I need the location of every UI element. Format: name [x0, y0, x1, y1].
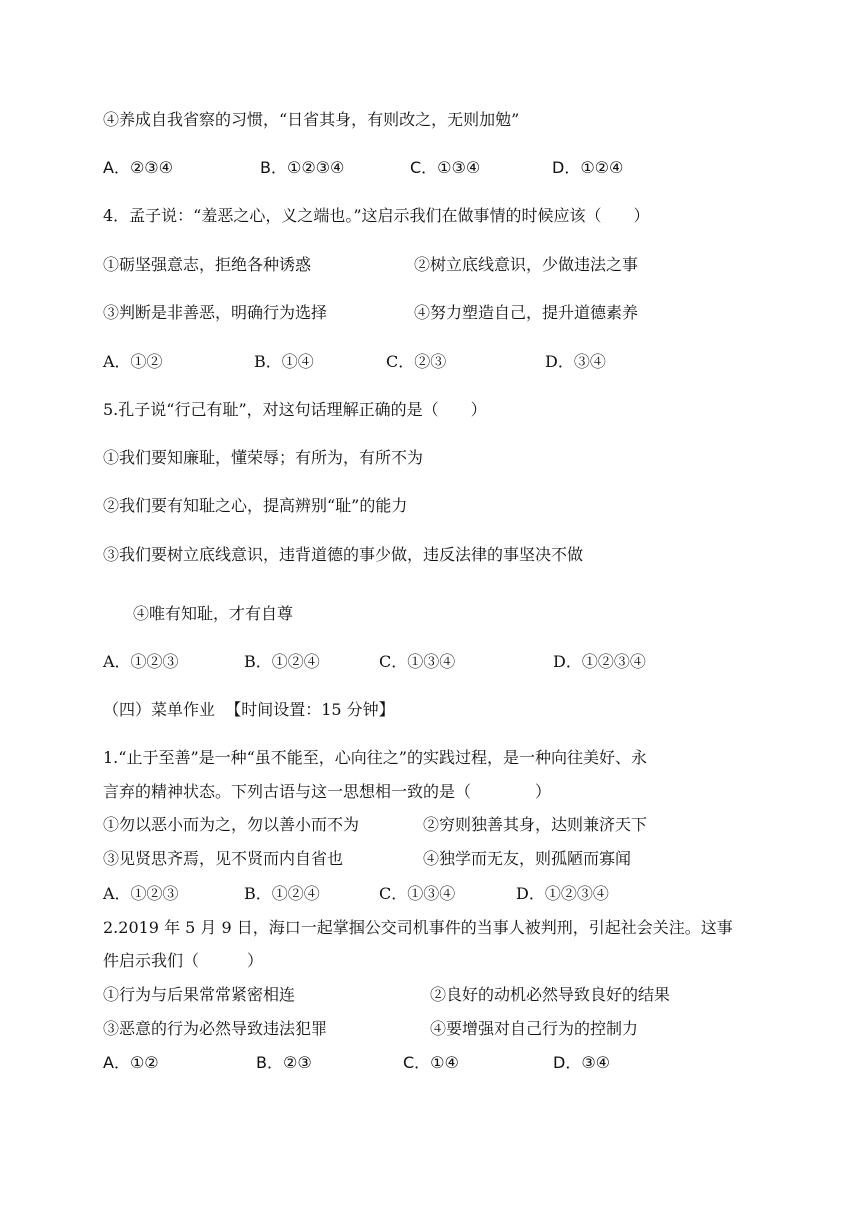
q5-option-a: A．①②③: [103, 652, 179, 671]
menu-question-2-stem-line-2: 件启示我们（ ）: [103, 951, 264, 970]
m1-option-a: A．①②③: [103, 884, 179, 903]
q5-item-1: ①我们要知廉耻，懂荣辱；有所为，有所不为: [103, 448, 424, 467]
q4-option-a: A．①②: [103, 352, 163, 371]
m1-item-2: ②穷则独善其身，达则兼济天下: [423, 815, 648, 834]
m1-item-3: ③见贤思齐焉，见不贤而内自省也: [103, 849, 344, 868]
q5-option-c: C．①③④: [379, 652, 456, 671]
item-4-self-reflection: ④养成自我省察的习惯，“日省其身，有则改之，无则加勉”: [103, 110, 520, 129]
option-b: B．①②③④: [260, 158, 345, 177]
menu-question-2-stem-line-1: 2.2019 年 5 月 9 日，海口一起掌掴公交司机事件的当事人被判刑，引起社会关注。这事: [103, 918, 733, 937]
question-5-stem: 5.孔子说“行己有耻”，对这句话理解正确的是（ ）: [103, 400, 487, 419]
option-c: C．①③④: [410, 158, 481, 177]
section-title: （四）菜单作业: [103, 700, 216, 719]
option-d: D．①②④: [552, 158, 624, 177]
q4-option-b: B．①④: [254, 352, 314, 371]
q5-item-2: ②我们要有知耻之心，提高辨别“耻”的能力: [103, 496, 408, 515]
q4-option-d: D．③④: [545, 352, 606, 371]
menu-question-1-stem-line-1: 1.“止于至善”是一种“虽不能至，心向往之”的实践过程，是一种向往美好、永: [103, 748, 647, 767]
m1-option-b: B．①②④: [244, 884, 320, 903]
m2-option-a: A．①②: [103, 1053, 159, 1072]
q5-option-d: D．①②③④: [553, 652, 646, 671]
q4-item-4: ④努力塑造自己，提升道德素养: [414, 303, 639, 322]
m2-item-3: ③恶意的行为必然导致违法犯罪: [103, 1019, 328, 1038]
q5-item-4: ④唯有知耻，才有自尊: [133, 604, 294, 623]
m2-item-4: ④要增强对自己行为的控制力: [430, 1019, 639, 1038]
m2-item-2: ②良好的动机必然导致良好的结果: [430, 985, 671, 1004]
q4-item-3: ③判断是非善恶，明确行为选择: [103, 303, 328, 322]
q4-item-2: ②树立底线意识，少做违法之事: [414, 255, 639, 274]
question-4-stem: 4．孟子说：“羞恶之心，义之端也。”这启示我们在做事情的时候应该（ ）: [103, 206, 650, 225]
q5-option-b: B．①②④: [244, 652, 320, 671]
q5-item-3: ③我们要树立底线意识，违背道德的事少做，违反法律的事坚决不做: [103, 545, 584, 564]
m2-option-b: B．②③: [256, 1053, 312, 1072]
m2-item-1: ①行为与后果常常紧密相连: [103, 985, 296, 1004]
option-a: A．②③④: [103, 158, 173, 177]
menu-question-1-stem-line-2: 言弃的精神状态。下列古语与这一思想相一致的是（ ）: [103, 782, 552, 801]
m1-option-c: C．①③④: [379, 884, 456, 903]
m1-item-4: ④独学而无友，则孤陋而寡闻: [423, 849, 632, 868]
section-time: 【时间设置：15 分钟】: [225, 700, 395, 719]
section-header: [103, 700, 395, 720]
m2-option-d: D．③④: [553, 1053, 611, 1072]
q4-item-1: ①砺坚强意志，拒绝各种诱惑: [103, 255, 312, 274]
m1-option-d: D．①②③④: [516, 884, 609, 903]
m1-item-1: ①勿以恶小而为之，勿以善小而不为: [103, 815, 360, 834]
q4-option-c: C．②③: [386, 352, 447, 371]
m2-option-c: C．①④: [403, 1053, 459, 1072]
